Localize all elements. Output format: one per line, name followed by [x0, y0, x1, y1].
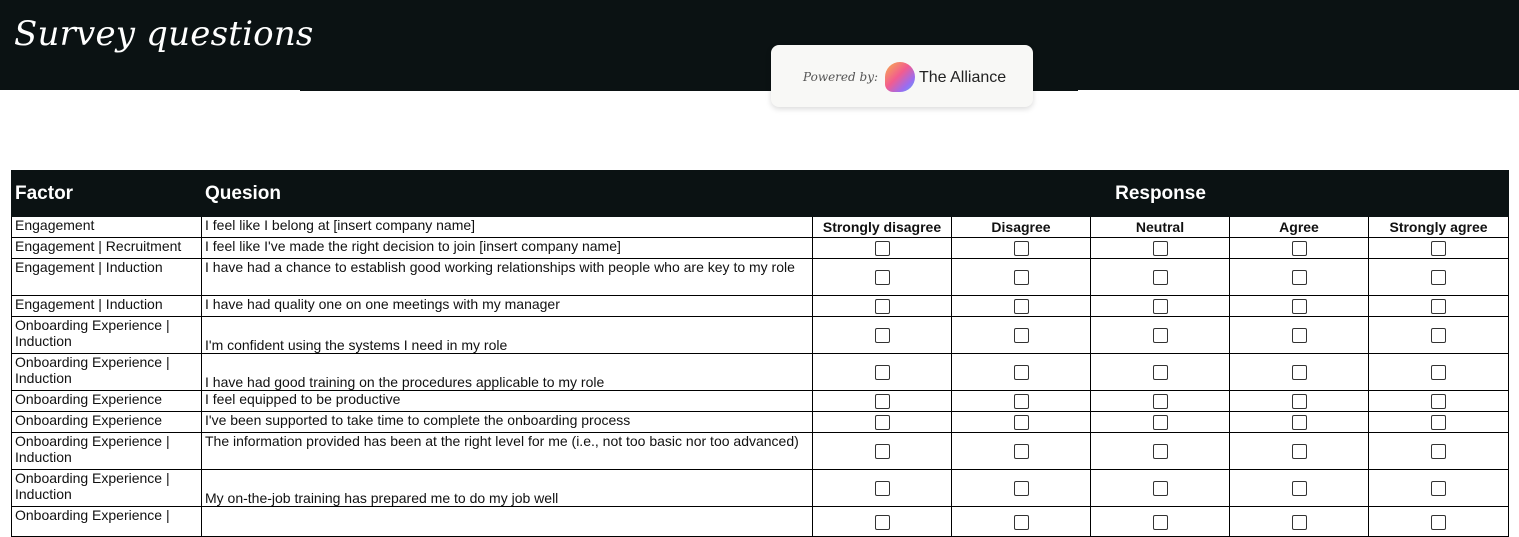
response-cell — [1091, 296, 1230, 317]
checkbox-strongly-agree[interactable] — [1431, 481, 1446, 496]
checkbox-agree[interactable] — [1292, 444, 1307, 459]
response-cell — [813, 238, 952, 259]
question-column-header: Quesion — [202, 171, 813, 217]
checkbox-strongly-agree[interactable] — [1431, 394, 1446, 409]
factor-cell: Onboarding Experience | Induction — [12, 317, 202, 354]
factor-cell: Onboarding Experience — [12, 391, 202, 412]
checkbox-strongly-disagree[interactable] — [875, 241, 890, 256]
response-cell — [952, 238, 1091, 259]
question-cell: The information provided has been at the right level for me (i.e., not too basic nor too advanced) — [202, 433, 813, 470]
table-row — [12, 470, 1509, 507]
table-row — [12, 259, 1509, 296]
checkbox-disagree[interactable] — [1014, 481, 1029, 496]
checkbox-strongly-agree[interactable] — [1431, 241, 1446, 256]
response-cell — [952, 354, 1091, 391]
checkbox-agree[interactable] — [1292, 299, 1307, 314]
checkbox-agree[interactable] — [1292, 270, 1307, 285]
response-cell — [952, 412, 1091, 433]
checkbox-strongly-disagree[interactable] — [875, 299, 890, 314]
response-cell — [1369, 507, 1509, 537]
response-cell — [1230, 296, 1369, 317]
response-cell — [1091, 391, 1230, 412]
checkbox-neutral[interactable] — [1153, 270, 1168, 285]
response-cell — [1230, 391, 1369, 412]
factor-cell: Onboarding Experience | — [12, 507, 202, 537]
response-cell — [1369, 238, 1509, 259]
response-cell — [952, 391, 1091, 412]
checkbox-neutral[interactable] — [1153, 515, 1168, 530]
factor-cell: Onboarding Experience | Induction — [12, 470, 202, 507]
checkbox-strongly-disagree[interactable] — [875, 515, 890, 530]
response-cell — [813, 507, 952, 537]
factor-cell: Onboarding Experience | Induction — [12, 354, 202, 391]
response-cell — [952, 259, 1091, 296]
response-cell — [813, 391, 952, 412]
factor-cell: Engagement | Recruitment — [12, 238, 202, 259]
powered-by-label: Powered by: — [803, 70, 879, 84]
response-cell — [813, 296, 952, 317]
response-cell — [1091, 507, 1230, 537]
checkbox-strongly-disagree[interactable] — [875, 365, 890, 380]
checkbox-agree[interactable] — [1292, 394, 1307, 409]
checkbox-strongly-agree[interactable] — [1431, 515, 1446, 530]
factor-cell: Engagement — [12, 217, 202, 238]
checkbox-neutral[interactable] — [1153, 241, 1168, 256]
question-cell: I've been supported to take time to complete the onboarding process — [202, 412, 813, 433]
question-cell: I have had a chance to establish good working relationships with people who are key to my role — [202, 259, 813, 296]
response-column-header: Response — [813, 171, 1509, 217]
response-cell — [1091, 433, 1230, 470]
checkbox-strongly-agree[interactable] — [1431, 270, 1446, 285]
response-cell — [1369, 296, 1509, 317]
table-row — [12, 412, 1509, 433]
checkbox-agree[interactable] — [1292, 241, 1307, 256]
checkbox-disagree[interactable] — [1014, 270, 1029, 285]
response-cell — [952, 433, 1091, 470]
table-row — [12, 507, 1509, 537]
response-cell — [1230, 238, 1369, 259]
question-cell: I have had quality one on one meetings with my manager — [202, 296, 813, 317]
question-cell: I'm confident using the systems I need in my role — [202, 317, 813, 354]
option-header-strongly-agree: Strongly agree — [1369, 217, 1509, 238]
checkbox-agree[interactable] — [1292, 515, 1307, 530]
option-header-strongly-disagree: Strongly disagree — [813, 217, 952, 238]
response-cell — [952, 470, 1091, 507]
table-row — [12, 296, 1509, 317]
checkbox-disagree[interactable] — [1014, 515, 1029, 530]
checkbox-strongly-disagree[interactable] — [875, 270, 890, 285]
question-cell: I feel like I belong at [insert company name] — [202, 217, 813, 238]
table-row — [12, 354, 1509, 391]
response-cell — [1091, 238, 1230, 259]
checkbox-strongly-agree[interactable] — [1431, 415, 1446, 430]
table-row — [12, 217, 1509, 238]
response-cell — [1091, 317, 1230, 354]
response-cell — [952, 296, 1091, 317]
checkbox-strongly-disagree[interactable] — [875, 481, 890, 496]
checkbox-strongly-agree[interactable] — [1431, 365, 1446, 380]
response-cell — [813, 354, 952, 391]
checkbox-strongly-agree[interactable] — [1431, 328, 1446, 343]
response-cell — [952, 317, 1091, 354]
response-cell — [1230, 433, 1369, 470]
factor-cell: Onboarding Experience — [12, 412, 202, 433]
response-cell — [1230, 470, 1369, 507]
factor-column-header: Factor — [12, 171, 202, 217]
question-cell: My on-the-job training has prepared me to do my job well — [202, 470, 813, 507]
alliance-logo-icon — [885, 62, 915, 92]
question-cell: I have had good training on the procedures applicable to my role — [202, 354, 813, 391]
table-row — [12, 391, 1509, 412]
response-cell — [1230, 259, 1369, 296]
response-cell — [1369, 433, 1509, 470]
checkbox-disagree[interactable] — [1014, 328, 1029, 343]
response-cell — [1091, 354, 1230, 391]
checkbox-disagree[interactable] — [1014, 299, 1029, 314]
table-header-row — [12, 171, 1509, 217]
response-cell — [1091, 259, 1230, 296]
response-cell — [952, 507, 1091, 537]
response-cell — [1369, 317, 1509, 354]
response-cell — [1369, 470, 1509, 507]
response-cell — [1230, 507, 1369, 537]
checkbox-agree[interactable] — [1292, 328, 1307, 343]
option-header-disagree: Disagree — [952, 217, 1091, 238]
checkbox-neutral[interactable] — [1153, 481, 1168, 496]
response-cell — [1369, 412, 1509, 433]
checkbox-neutral[interactable] — [1153, 299, 1168, 314]
response-cell — [1369, 354, 1509, 391]
response-cell — [1091, 412, 1230, 433]
response-cell — [813, 412, 952, 433]
brand-name: The Alliance — [919, 69, 1007, 86]
response-cell — [1091, 470, 1230, 507]
option-header-neutral: Neutral — [1091, 217, 1230, 238]
checkbox-disagree[interactable] — [1014, 365, 1029, 380]
checkbox-strongly-disagree[interactable] — [875, 328, 890, 343]
checkbox-agree[interactable] — [1292, 481, 1307, 496]
checkbox-disagree[interactable] — [1014, 241, 1029, 256]
checkbox-strongly-disagree[interactable] — [875, 415, 890, 430]
checkbox-strongly-agree[interactable] — [1431, 299, 1446, 314]
response-cell — [1369, 391, 1509, 412]
checkbox-strongly-agree[interactable] — [1431, 444, 1446, 459]
table-row — [12, 433, 1509, 470]
checkbox-neutral[interactable] — [1153, 394, 1168, 409]
page-header-right — [1078, 0, 1508, 90]
factor-cell: Onboarding Experience | Induction — [12, 433, 202, 470]
checkbox-agree[interactable] — [1292, 365, 1307, 380]
table-row — [12, 317, 1509, 354]
table-row — [12, 238, 1509, 259]
checkbox-strongly-disagree[interactable] — [875, 444, 890, 459]
option-header-agree: Agree — [1230, 217, 1369, 238]
checkbox-neutral[interactable] — [1153, 365, 1168, 380]
checkbox-strongly-disagree[interactable] — [875, 394, 890, 409]
checkbox-neutral[interactable] — [1153, 328, 1168, 343]
checkbox-disagree[interactable] — [1014, 415, 1029, 430]
checkbox-disagree[interactable] — [1014, 394, 1029, 409]
response-cell — [813, 470, 952, 507]
checkbox-agree[interactable] — [1292, 415, 1307, 430]
page-title: Survey questions — [14, 14, 314, 54]
checkbox-disagree[interactable] — [1014, 444, 1029, 459]
factor-cell: Engagement | Induction — [12, 259, 202, 296]
question-cell: I feel like I've made the right decision to join [insert company name] — [202, 238, 813, 259]
response-cell — [1230, 412, 1369, 433]
question-cell: I feel equipped to be productive — [202, 391, 813, 412]
response-cell — [813, 433, 952, 470]
response-cell — [813, 317, 952, 354]
powered-by-badge — [771, 45, 1033, 107]
factor-cell: Engagement | Induction — [12, 296, 202, 317]
checkbox-neutral[interactable] — [1153, 444, 1168, 459]
checkbox-neutral[interactable] — [1153, 415, 1168, 430]
question-cell — [202, 507, 813, 537]
response-cell — [1230, 354, 1369, 391]
survey-table — [11, 170, 1509, 537]
response-cell — [813, 259, 952, 296]
response-cell — [1369, 259, 1509, 296]
response-cell — [1230, 317, 1369, 354]
